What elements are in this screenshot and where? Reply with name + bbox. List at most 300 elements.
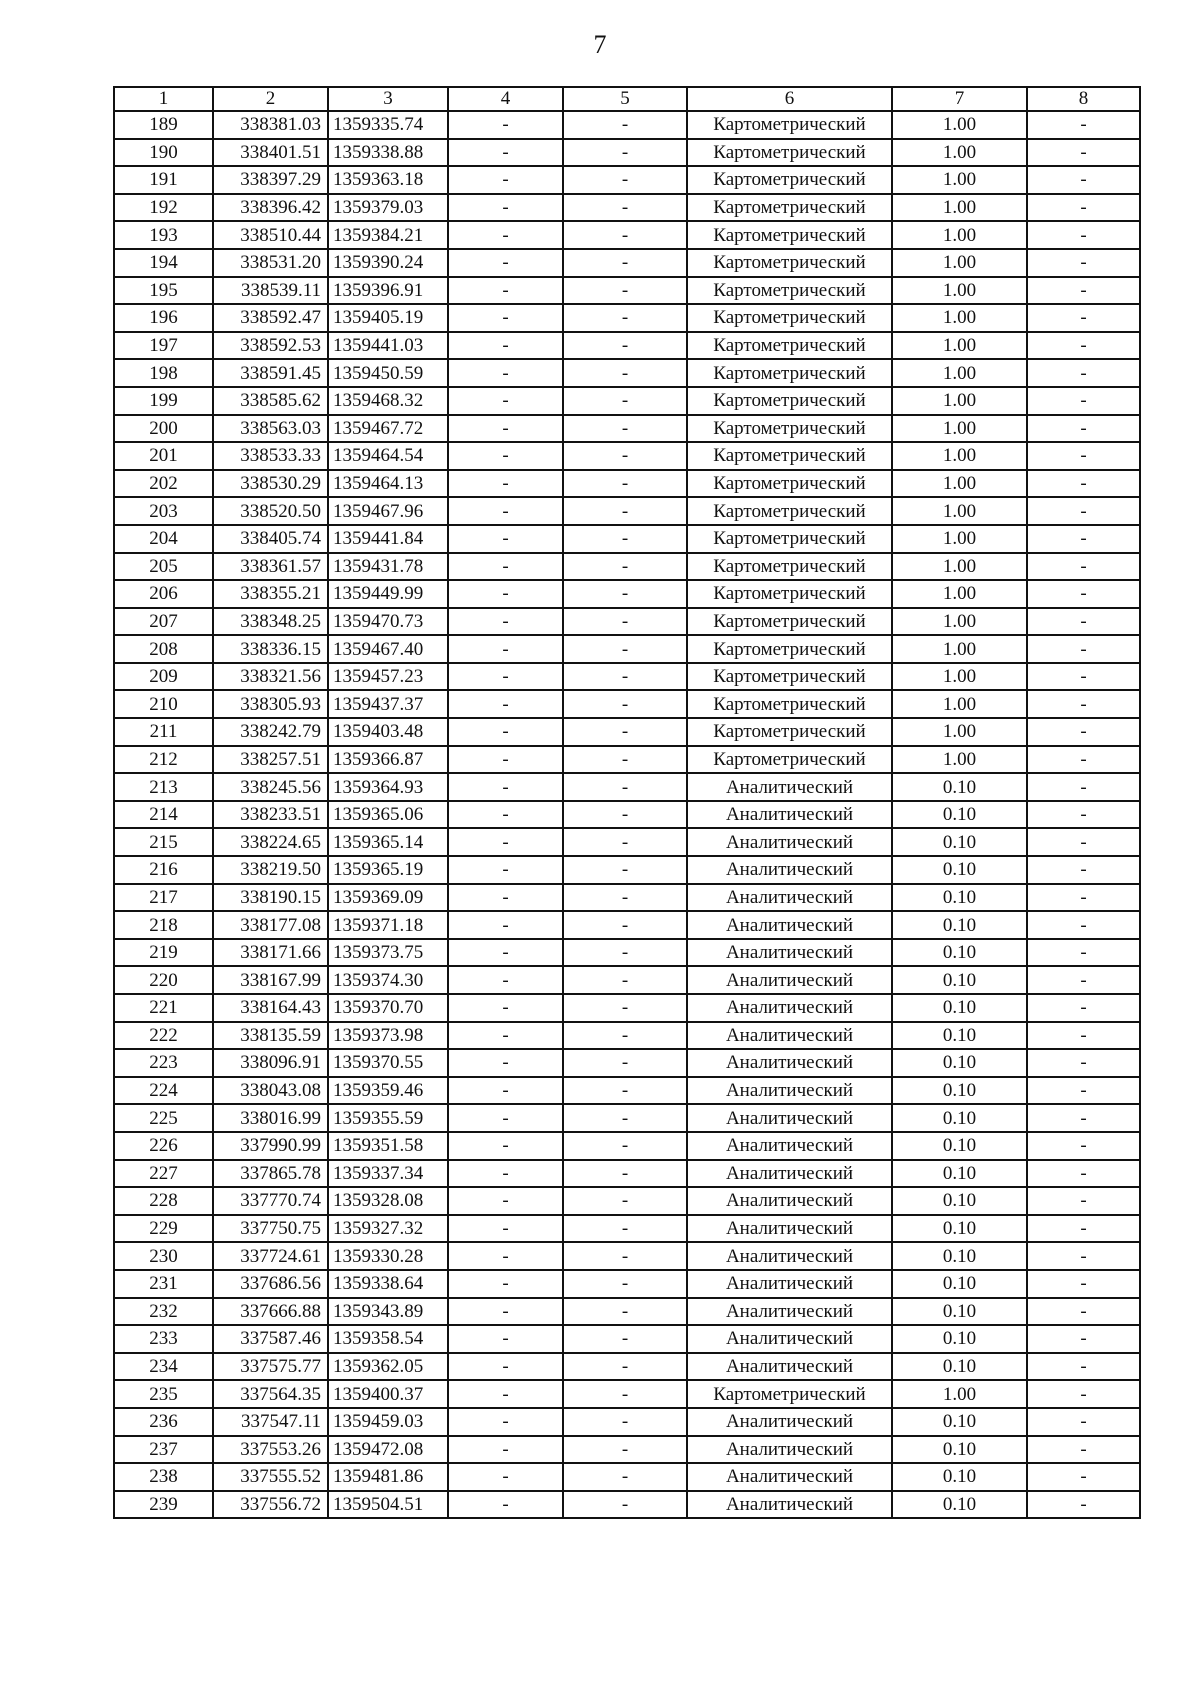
- col8-value-cell: -: [1027, 194, 1140, 222]
- accuracy-value-cell: 0.10: [892, 856, 1027, 884]
- point-number-cell: 201: [114, 442, 213, 470]
- method-name-cell: Картометрический: [687, 139, 892, 167]
- point-number-cell: 227: [114, 1160, 213, 1188]
- table-row: [114, 553, 1140, 581]
- point-number-cell: 223: [114, 1049, 213, 1077]
- point-number-cell: 239: [114, 1491, 213, 1519]
- table-row: [114, 442, 1140, 470]
- y-coordinate-cell: 1359327.32: [328, 1215, 448, 1243]
- point-number-cell: 230: [114, 1242, 213, 1270]
- table-row: [114, 1242, 1140, 1270]
- point-number-cell: 205: [114, 553, 213, 581]
- x-coordinate-cell: 337564.35: [213, 1380, 328, 1408]
- col8-value-cell: -: [1027, 856, 1140, 884]
- y-coordinate-cell: 1359337.34: [328, 1160, 448, 1188]
- table-row: [114, 1408, 1140, 1436]
- col5-value-cell: -: [563, 415, 687, 443]
- method-name-cell: Картометрический: [687, 1380, 892, 1408]
- method-name-cell: Картометрический: [687, 553, 892, 581]
- x-coordinate-cell: 337666.88: [213, 1298, 328, 1326]
- point-number-cell: 221: [114, 994, 213, 1022]
- x-coordinate-cell: 338348.25: [213, 608, 328, 636]
- col8-value-cell: -: [1027, 332, 1140, 360]
- col8-value-cell: -: [1027, 1077, 1140, 1105]
- table-row: [114, 773, 1140, 801]
- method-name-cell: Аналитический: [687, 1298, 892, 1326]
- table-row: [114, 1380, 1140, 1408]
- col4-value-cell: -: [448, 1077, 563, 1105]
- table-row: [114, 470, 1140, 498]
- x-coordinate-cell: 338396.42: [213, 194, 328, 222]
- x-coordinate-cell: 338167.99: [213, 966, 328, 994]
- x-coordinate-cell: 337547.11: [213, 1408, 328, 1436]
- method-name-cell: Картометрический: [687, 332, 892, 360]
- col4-value-cell: -: [448, 387, 563, 415]
- point-number-cell: 237: [114, 1436, 213, 1464]
- point-number-cell: 199: [114, 387, 213, 415]
- col5-value-cell: -: [563, 497, 687, 525]
- point-number-cell: 215: [114, 828, 213, 856]
- col8-value-cell: -: [1027, 277, 1140, 305]
- y-coordinate-cell: 1359379.03: [328, 194, 448, 222]
- method-name-cell: Аналитический: [687, 884, 892, 912]
- col8-value-cell: -: [1027, 139, 1140, 167]
- col8-value-cell: -: [1027, 608, 1140, 636]
- col8-value-cell: -: [1027, 470, 1140, 498]
- col8-value-cell: -: [1027, 166, 1140, 194]
- accuracy-value-cell: 0.10: [892, 884, 1027, 912]
- method-name-cell: Картометрический: [687, 580, 892, 608]
- method-name-cell: Аналитический: [687, 911, 892, 939]
- col4-value-cell: -: [448, 139, 563, 167]
- method-name-cell: Картометрический: [687, 635, 892, 663]
- col4-value-cell: -: [448, 994, 563, 1022]
- accuracy-value-cell: 1.00: [892, 277, 1027, 305]
- col5-value-cell: -: [563, 304, 687, 332]
- accuracy-value-cell: 0.10: [892, 1160, 1027, 1188]
- point-number-cell: 228: [114, 1187, 213, 1215]
- table-row: [114, 166, 1140, 194]
- point-number-cell: 216: [114, 856, 213, 884]
- method-name-cell: Аналитический: [687, 1215, 892, 1243]
- col4-value-cell: -: [448, 939, 563, 967]
- point-number-cell: 194: [114, 249, 213, 277]
- table-row: [114, 746, 1140, 774]
- method-name-cell: Аналитический: [687, 1160, 892, 1188]
- table-row: [114, 1270, 1140, 1298]
- x-coordinate-cell: 337770.74: [213, 1187, 328, 1215]
- point-number-cell: 208: [114, 635, 213, 663]
- point-number-cell: 207: [114, 608, 213, 636]
- point-number-cell: 220: [114, 966, 213, 994]
- col4-value-cell: -: [448, 277, 563, 305]
- method-name-cell: Картометрический: [687, 497, 892, 525]
- x-coordinate-cell: 337865.78: [213, 1160, 328, 1188]
- col4-value-cell: -: [448, 1242, 563, 1270]
- col4-value-cell: -: [448, 690, 563, 718]
- accuracy-value-cell: 1.00: [892, 221, 1027, 249]
- x-coordinate-cell: 338520.50: [213, 497, 328, 525]
- y-coordinate-cell: 1359373.75: [328, 939, 448, 967]
- point-number-cell: 231: [114, 1270, 213, 1298]
- page-number: 7: [593, 30, 607, 59]
- method-name-cell: Картометрический: [687, 304, 892, 332]
- col4-value-cell: -: [448, 194, 563, 222]
- accuracy-value-cell: 0.10: [892, 1436, 1027, 1464]
- accuracy-value-cell: 0.10: [892, 1270, 1027, 1298]
- col4-value-cell: -: [448, 773, 563, 801]
- x-coordinate-cell: 338591.45: [213, 359, 328, 387]
- accuracy-value-cell: 0.10: [892, 1491, 1027, 1519]
- point-number-cell: 232: [114, 1298, 213, 1326]
- col4-value-cell: -: [448, 580, 563, 608]
- table-row: [114, 1160, 1140, 1188]
- col4-value-cell: -: [448, 553, 563, 581]
- method-name-cell: Картометрический: [687, 663, 892, 691]
- point-number-cell: 226: [114, 1132, 213, 1160]
- method-name-cell: Аналитический: [687, 1022, 892, 1050]
- col8-value-cell: -: [1027, 1298, 1140, 1326]
- x-coordinate-cell: 338043.08: [213, 1077, 328, 1105]
- column-header-7: 7: [892, 87, 1027, 111]
- point-number-cell: 204: [114, 525, 213, 553]
- col8-value-cell: -: [1027, 221, 1140, 249]
- col4-value-cell: -: [448, 911, 563, 939]
- col4-value-cell: -: [448, 1160, 563, 1188]
- x-coordinate-cell: 338397.29: [213, 166, 328, 194]
- y-coordinate-cell: 1359467.72: [328, 415, 448, 443]
- column-header-1: 1: [114, 87, 213, 111]
- table-row: [114, 939, 1140, 967]
- accuracy-value-cell: 1.00: [892, 415, 1027, 443]
- y-coordinate-cell: 1359373.98: [328, 1022, 448, 1050]
- table-row: [114, 1491, 1140, 1519]
- method-name-cell: Картометрический: [687, 221, 892, 249]
- accuracy-value-cell: 1.00: [892, 746, 1027, 774]
- point-number-cell: 206: [114, 580, 213, 608]
- method-name-cell: Аналитический: [687, 1491, 892, 1519]
- col5-value-cell: -: [563, 277, 687, 305]
- x-coordinate-cell: 338135.59: [213, 1022, 328, 1050]
- col4-value-cell: -: [448, 1022, 563, 1050]
- col8-value-cell: -: [1027, 1353, 1140, 1381]
- method-name-cell: Картометрический: [687, 415, 892, 443]
- y-coordinate-cell: 1359467.96: [328, 497, 448, 525]
- point-number-cell: 219: [114, 939, 213, 967]
- x-coordinate-cell: 338533.33: [213, 442, 328, 470]
- table-row: [114, 332, 1140, 360]
- column-header-8: 8: [1027, 87, 1140, 111]
- column-header-2: 2: [213, 87, 328, 111]
- table-row: [114, 663, 1140, 691]
- table-row: [114, 304, 1140, 332]
- col5-value-cell: -: [563, 1242, 687, 1270]
- col5-value-cell: -: [563, 773, 687, 801]
- col5-value-cell: -: [563, 194, 687, 222]
- col8-value-cell: -: [1027, 1215, 1140, 1243]
- table-row: [114, 1077, 1140, 1105]
- col8-value-cell: -: [1027, 801, 1140, 829]
- col4-value-cell: -: [448, 1215, 563, 1243]
- col8-value-cell: -: [1027, 249, 1140, 277]
- method-name-cell: Аналитический: [687, 1077, 892, 1105]
- point-number-cell: 209: [114, 663, 213, 691]
- point-number-cell: 200: [114, 415, 213, 443]
- x-coordinate-cell: 338257.51: [213, 746, 328, 774]
- y-coordinate-cell: 1359437.37: [328, 690, 448, 718]
- table-row: [114, 221, 1140, 249]
- column-header-6: 6: [687, 87, 892, 111]
- col5-value-cell: -: [563, 635, 687, 663]
- col5-value-cell: -: [563, 332, 687, 360]
- header-row: [114, 87, 1140, 111]
- method-name-cell: Аналитический: [687, 1325, 892, 1353]
- col8-value-cell: -: [1027, 884, 1140, 912]
- y-coordinate-cell: 1359459.03: [328, 1408, 448, 1436]
- point-number-cell: 192: [114, 194, 213, 222]
- col4-value-cell: -: [448, 663, 563, 691]
- accuracy-value-cell: 0.10: [892, 1215, 1027, 1243]
- method-name-cell: Картометрический: [687, 690, 892, 718]
- col4-value-cell: -: [448, 635, 563, 663]
- y-coordinate-cell: 1359449.99: [328, 580, 448, 608]
- y-coordinate-cell: 1359362.05: [328, 1353, 448, 1381]
- col4-value-cell: -: [448, 525, 563, 553]
- col4-value-cell: -: [448, 1491, 563, 1519]
- x-coordinate-cell: 337587.46: [213, 1325, 328, 1353]
- point-number-cell: 229: [114, 1215, 213, 1243]
- col5-value-cell: -: [563, 1270, 687, 1298]
- table-row: [114, 387, 1140, 415]
- point-number-cell: 191: [114, 166, 213, 194]
- col4-value-cell: -: [448, 608, 563, 636]
- col5-value-cell: -: [563, 580, 687, 608]
- point-number-cell: 202: [114, 470, 213, 498]
- method-name-cell: Картометрический: [687, 387, 892, 415]
- method-name-cell: Аналитический: [687, 966, 892, 994]
- x-coordinate-cell: 338242.79: [213, 718, 328, 746]
- method-name-cell: Аналитический: [687, 1187, 892, 1215]
- y-coordinate-cell: 1359468.32: [328, 387, 448, 415]
- col8-value-cell: -: [1027, 939, 1140, 967]
- col5-value-cell: -: [563, 166, 687, 194]
- accuracy-value-cell: 1.00: [892, 608, 1027, 636]
- y-coordinate-cell: 1359365.14: [328, 828, 448, 856]
- point-number-cell: 234: [114, 1353, 213, 1381]
- y-coordinate-cell: 1359431.78: [328, 553, 448, 581]
- method-name-cell: Аналитический: [687, 828, 892, 856]
- table-row: [114, 497, 1140, 525]
- accuracy-value-cell: 1.00: [892, 1380, 1027, 1408]
- method-name-cell: Картометрический: [687, 194, 892, 222]
- col8-value-cell: -: [1027, 690, 1140, 718]
- y-coordinate-cell: 1359470.73: [328, 608, 448, 636]
- col8-value-cell: -: [1027, 580, 1140, 608]
- point-number-cell: 210: [114, 690, 213, 718]
- col5-value-cell: -: [563, 663, 687, 691]
- col5-value-cell: -: [563, 939, 687, 967]
- y-coordinate-cell: 1359370.70: [328, 994, 448, 1022]
- accuracy-value-cell: 0.10: [892, 994, 1027, 1022]
- table-row: [114, 1187, 1140, 1215]
- col8-value-cell: -: [1027, 773, 1140, 801]
- col5-value-cell: -: [563, 994, 687, 1022]
- point-number-cell: 197: [114, 332, 213, 360]
- col8-value-cell: -: [1027, 966, 1140, 994]
- accuracy-value-cell: 0.10: [892, 1408, 1027, 1436]
- x-coordinate-cell: 338592.47: [213, 304, 328, 332]
- method-name-cell: Картометрический: [687, 359, 892, 387]
- x-coordinate-cell: 338016.99: [213, 1104, 328, 1132]
- col5-value-cell: -: [563, 1132, 687, 1160]
- col4-value-cell: -: [448, 1353, 563, 1381]
- accuracy-value-cell: 0.10: [892, 1077, 1027, 1105]
- table-row: [114, 856, 1140, 884]
- accuracy-value-cell: 1.00: [892, 304, 1027, 332]
- x-coordinate-cell: 338530.29: [213, 470, 328, 498]
- col5-value-cell: -: [563, 442, 687, 470]
- y-coordinate-cell: 1359472.08: [328, 1436, 448, 1464]
- col8-value-cell: -: [1027, 442, 1140, 470]
- col8-value-cell: -: [1027, 553, 1140, 581]
- col4-value-cell: -: [448, 249, 563, 277]
- accuracy-value-cell: 1.00: [892, 166, 1027, 194]
- accuracy-value-cell: 0.10: [892, 939, 1027, 967]
- accuracy-value-cell: 1.00: [892, 139, 1027, 167]
- point-number-cell: 190: [114, 139, 213, 167]
- point-number-cell: 225: [114, 1104, 213, 1132]
- method-name-cell: Аналитический: [687, 773, 892, 801]
- col4-value-cell: -: [448, 1298, 563, 1326]
- method-name-cell: Аналитический: [687, 1436, 892, 1464]
- accuracy-value-cell: 1.00: [892, 111, 1027, 139]
- col4-value-cell: -: [448, 966, 563, 994]
- accuracy-value-cell: 0.10: [892, 1463, 1027, 1491]
- table-row: [114, 911, 1140, 939]
- accuracy-value-cell: 0.10: [892, 1049, 1027, 1077]
- col4-value-cell: -: [448, 884, 563, 912]
- col8-value-cell: -: [1027, 111, 1140, 139]
- col5-value-cell: -: [563, 111, 687, 139]
- point-number-cell: 196: [114, 304, 213, 332]
- column-header-5: 5: [563, 87, 687, 111]
- col8-value-cell: -: [1027, 415, 1140, 443]
- accuracy-value-cell: 0.10: [892, 801, 1027, 829]
- point-number-cell: 211: [114, 718, 213, 746]
- accuracy-value-cell: 1.00: [892, 442, 1027, 470]
- col8-value-cell: -: [1027, 1104, 1140, 1132]
- table-row: [114, 994, 1140, 1022]
- method-name-cell: Аналитический: [687, 994, 892, 1022]
- x-coordinate-cell: 338585.62: [213, 387, 328, 415]
- point-number-cell: 189: [114, 111, 213, 139]
- y-coordinate-cell: 1359467.40: [328, 635, 448, 663]
- point-number-cell: 217: [114, 884, 213, 912]
- accuracy-value-cell: 1.00: [892, 553, 1027, 581]
- table-row: [114, 828, 1140, 856]
- y-coordinate-cell: 1359384.21: [328, 221, 448, 249]
- method-name-cell: Картометрический: [687, 718, 892, 746]
- table-row: [114, 580, 1140, 608]
- method-name-cell: Аналитический: [687, 1353, 892, 1381]
- method-name-cell: Картометрический: [687, 442, 892, 470]
- y-coordinate-cell: 1359370.55: [328, 1049, 448, 1077]
- col8-value-cell: -: [1027, 663, 1140, 691]
- col4-value-cell: -: [448, 856, 563, 884]
- y-coordinate-cell: 1359464.13: [328, 470, 448, 498]
- col4-value-cell: -: [448, 1049, 563, 1077]
- point-number-cell: 233: [114, 1325, 213, 1353]
- point-number-cell: 203: [114, 497, 213, 525]
- point-number-cell: 238: [114, 1463, 213, 1491]
- col4-value-cell: -: [448, 1325, 563, 1353]
- col5-value-cell: -: [563, 525, 687, 553]
- point-number-cell: 195: [114, 277, 213, 305]
- x-coordinate-cell: 338190.15: [213, 884, 328, 912]
- accuracy-value-cell: 1.00: [892, 332, 1027, 360]
- method-name-cell: Аналитический: [687, 1132, 892, 1160]
- y-coordinate-cell: 1359374.30: [328, 966, 448, 994]
- table-row: [114, 277, 1140, 305]
- y-coordinate-cell: 1359330.28: [328, 1242, 448, 1270]
- accuracy-value-cell: 0.10: [892, 773, 1027, 801]
- col4-value-cell: -: [448, 828, 563, 856]
- x-coordinate-cell: 338177.08: [213, 911, 328, 939]
- col8-value-cell: -: [1027, 497, 1140, 525]
- y-coordinate-cell: 1359363.18: [328, 166, 448, 194]
- col5-value-cell: -: [563, 139, 687, 167]
- x-coordinate-cell: 338539.11: [213, 277, 328, 305]
- y-coordinate-cell: 1359464.54: [328, 442, 448, 470]
- accuracy-value-cell: 1.00: [892, 359, 1027, 387]
- accuracy-value-cell: 0.10: [892, 1242, 1027, 1270]
- table-row: [114, 801, 1140, 829]
- x-coordinate-cell: 337556.72: [213, 1491, 328, 1519]
- col4-value-cell: -: [448, 442, 563, 470]
- y-coordinate-cell: 1359343.89: [328, 1298, 448, 1326]
- x-coordinate-cell: 338401.51: [213, 139, 328, 167]
- col4-value-cell: -: [448, 111, 563, 139]
- point-number-cell: 218: [114, 911, 213, 939]
- y-coordinate-cell: 1359338.88: [328, 139, 448, 167]
- x-coordinate-cell: 338233.51: [213, 801, 328, 829]
- table-row: [114, 966, 1140, 994]
- col8-value-cell: -: [1027, 359, 1140, 387]
- method-name-cell: Аналитический: [687, 1408, 892, 1436]
- method-name-cell: Аналитический: [687, 939, 892, 967]
- col5-value-cell: -: [563, 1325, 687, 1353]
- col4-value-cell: -: [448, 166, 563, 194]
- x-coordinate-cell: 338361.57: [213, 553, 328, 581]
- y-coordinate-cell: 1359359.46: [328, 1077, 448, 1105]
- method-name-cell: Картометрический: [687, 470, 892, 498]
- col8-value-cell: -: [1027, 994, 1140, 1022]
- col8-value-cell: -: [1027, 1242, 1140, 1270]
- col5-value-cell: -: [563, 359, 687, 387]
- y-coordinate-cell: 1359457.23: [328, 663, 448, 691]
- col8-value-cell: -: [1027, 1325, 1140, 1353]
- method-name-cell: Аналитический: [687, 801, 892, 829]
- method-name-cell: Картометрический: [687, 746, 892, 774]
- method-name-cell: Картометрический: [687, 111, 892, 139]
- col8-value-cell: -: [1027, 1408, 1140, 1436]
- x-coordinate-cell: 337750.75: [213, 1215, 328, 1243]
- x-coordinate-cell: 338592.53: [213, 332, 328, 360]
- y-coordinate-cell: 1359481.86: [328, 1463, 448, 1491]
- y-coordinate-cell: 1359504.51: [328, 1491, 448, 1519]
- y-coordinate-cell: 1359358.54: [328, 1325, 448, 1353]
- col4-value-cell: -: [448, 359, 563, 387]
